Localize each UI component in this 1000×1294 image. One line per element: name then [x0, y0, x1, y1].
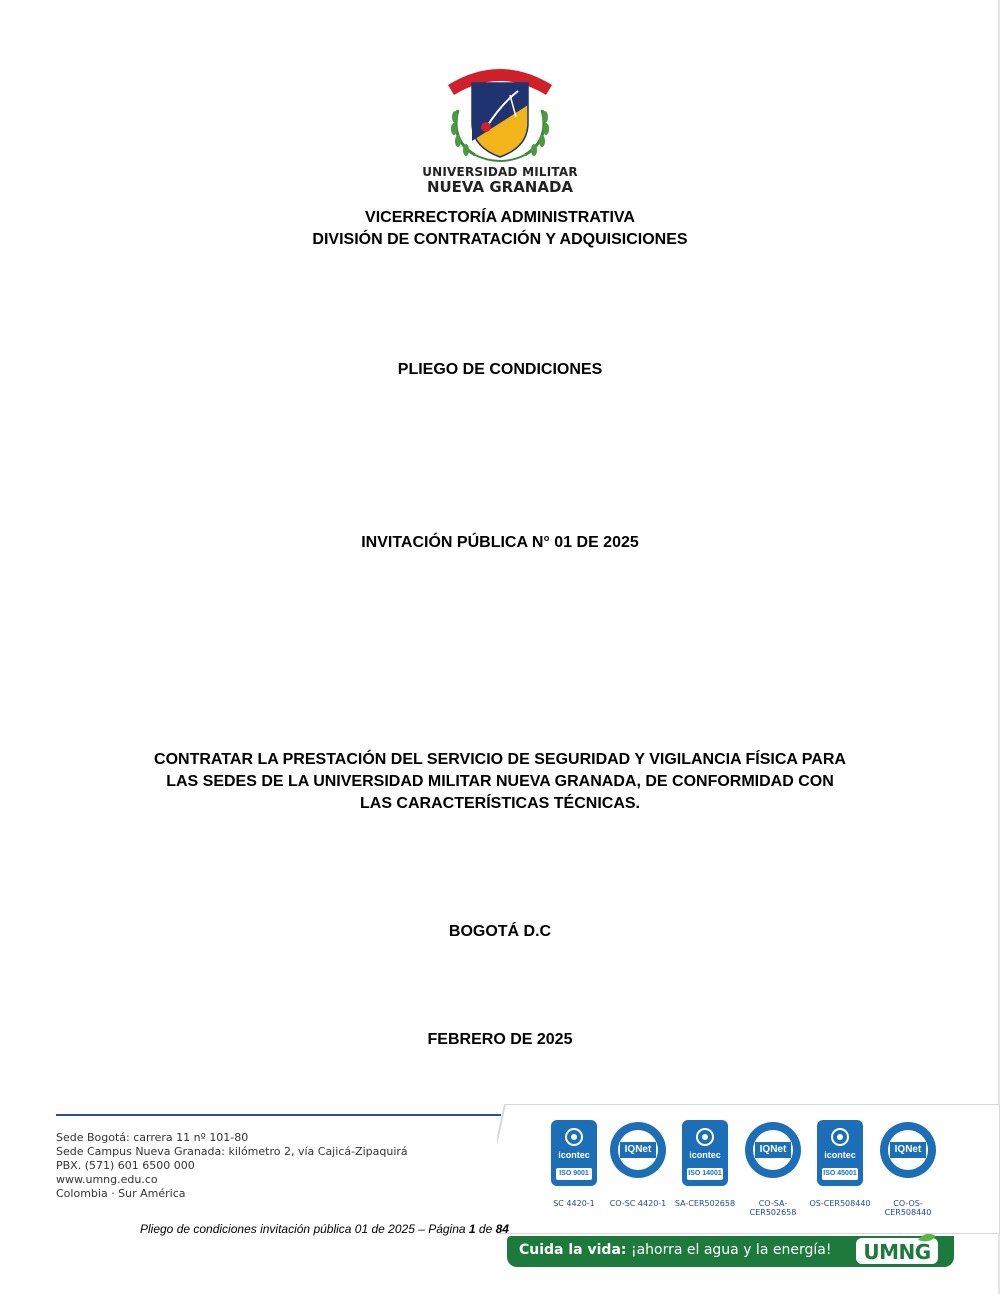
address-line: Sede Bogotá: carrera 11 nº 101-80 [56, 1131, 249, 1144]
address-line: Colombia · Sur América [56, 1187, 186, 1200]
banner-rest: ¡ahorra el agua y la energía! [626, 1242, 832, 1258]
banner-text [519, 1242, 831, 1258]
cert-iso: ISO 45001 [823, 1170, 857, 1177]
objective-line: LAS SEDES DE LA UNIVERSIDAD MILITAR NUEVA GRANADA, DE CONFORMIDAD CON [166, 773, 834, 790]
objective-line: CONTRATAR LA PRESTACIÓN DEL SERVICIO DE SEGURIDAD Y VIGILANCIA FÍSICA PARA [154, 751, 846, 768]
header-line2: DIVISIÓN DE CONTRATACIÓN Y ADQUISICIONES [312, 231, 688, 248]
header-line1: VICERRECTORÍA ADMINISTRATIVA [365, 209, 635, 226]
iqnet-seal [878, 1120, 938, 1190]
umng-brand: UMNG [863, 1240, 931, 1264]
icontec-iso45001-seal [817, 1120, 877, 1190]
footer-divider [56, 1114, 501, 1116]
iqnet-seal [608, 1120, 668, 1190]
objective-line: LAS CARACTERÍSTICAS TÉCNICAS. [359, 795, 640, 812]
invitation-title: INVITACIÓN PÚBLICA N° 01 DE 2025 [361, 534, 639, 551]
address-line: PBX. (571) 601 6500 000 [56, 1159, 195, 1172]
footer-address [56, 1131, 408, 1201]
cert-iso: ISO 14001 [688, 1170, 722, 1177]
logo-motto: SCIENTIÆ · PATRIÆ · FAMILIÆ [462, 62, 538, 68]
page-current: 1 [468, 1222, 476, 1236]
cert-code: CO-OS-CER508440 [884, 1199, 932, 1217]
page-total: 84 [495, 1222, 509, 1236]
icontec-iso14001-seal [682, 1120, 742, 1190]
cert-code: CO-SC 4420-1 [609, 1199, 667, 1208]
cert-brand: icontec [558, 1150, 590, 1160]
city: BOGOTÁ D.C [448, 923, 552, 940]
banner-bold: Cuida la vida: [519, 1242, 627, 1258]
cert-brand: icontec [689, 1150, 721, 1160]
cert-brand: IQNet [624, 1144, 652, 1155]
iqnet-seal [743, 1120, 803, 1190]
address-line: Sede Campus Nueva Granada: kilómetro 2, vía Cajicá-Zipaquirá [56, 1145, 408, 1158]
date: FEBRERO DE 2025 [427, 1031, 573, 1048]
cert-brand: icontec [824, 1150, 856, 1160]
pager-prefix: Pliego de condiciones invitación pública 01 de 2025 – Página [140, 1222, 469, 1236]
cert-code: SA-CER502658 [674, 1199, 736, 1208]
icontec-iso9001-seal [551, 1120, 611, 1190]
cert-brand: IQNet [894, 1144, 922, 1155]
cert-iso: ISO 9001 [559, 1170, 589, 1177]
cert-brand: IQNet [759, 1144, 787, 1155]
cert-code: SC 4420-1 [553, 1199, 595, 1208]
pager-of: de [475, 1222, 496, 1236]
cert-code: OS-CER508440 [809, 1199, 871, 1208]
logo-line1: UNIVERSIDAD MILITAR [422, 165, 578, 179]
logo-line2: NUEVA GRANADA [426, 178, 574, 196]
page-footer-text [140, 1222, 509, 1236]
cert-code: CO-SA-CER502658 [749, 1199, 797, 1217]
address-line[interactable]: www.umng.edu.co [56, 1173, 158, 1186]
objective-text [140, 749, 860, 815]
doc-type: PLIEGO DE CONDICIONES [397, 361, 603, 378]
